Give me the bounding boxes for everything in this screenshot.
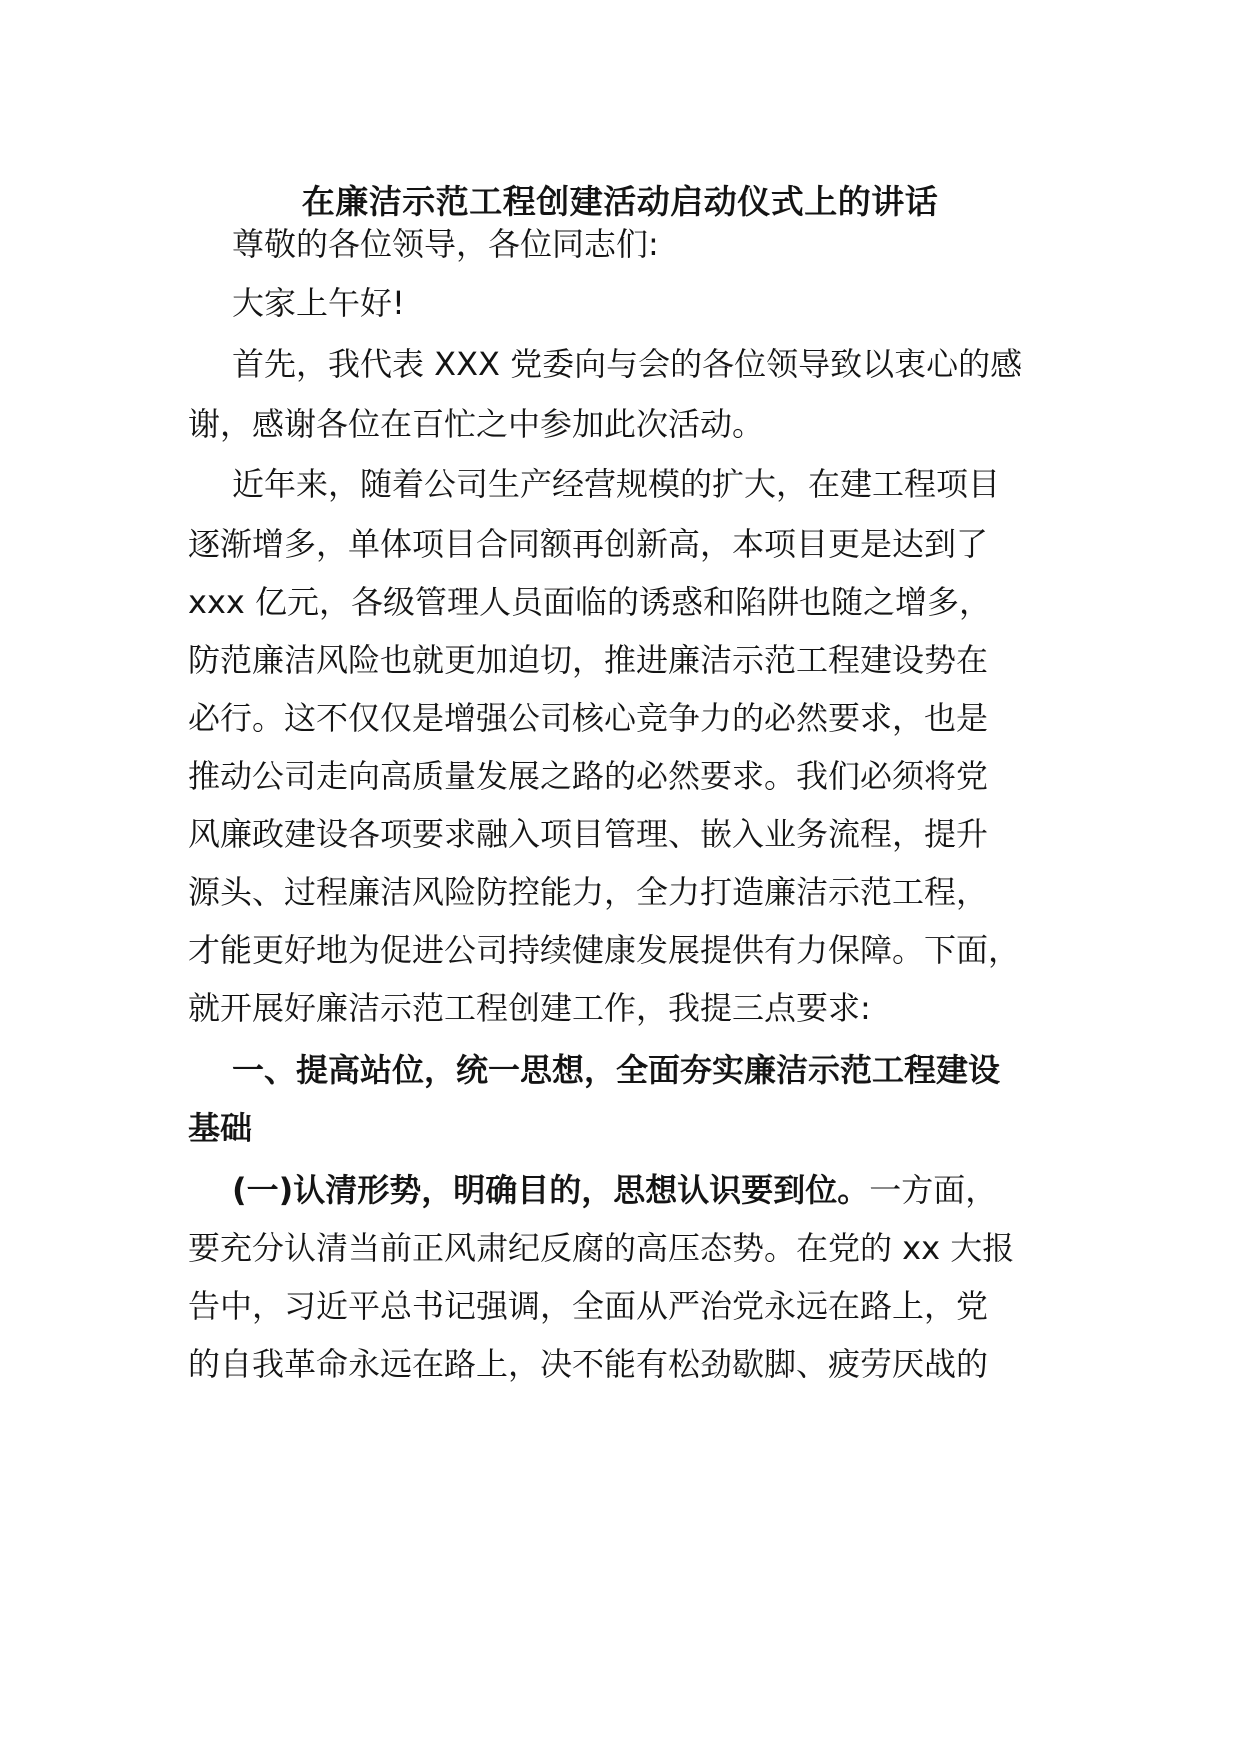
section-heading: 一、提高站位，统一思想，全面夯实廉洁示范工程建设 [232, 1051, 1001, 1089]
section-heading: 基础 [188, 1109, 253, 1147]
subheading-rest: 一方面， [869, 1171, 998, 1209]
subheading-line [232, 1170, 997, 1210]
paragraph-line: 的自我革命永远在路上，决不能有松劲歇脚、疲劳厌战的 [188, 1345, 989, 1383]
paragraph-line: 源头、过程廉洁风险防控能力，全力打造廉洁示范工程， [188, 873, 989, 911]
paragraph-line: 谢，感谢各位在百忙之中参加此次活动。 [188, 405, 765, 443]
paragraph-line: 逐渐增多，单体项目合同额再创新高，本项目更是达到了 [188, 525, 989, 563]
paragraph-line: 推动公司走向高质量发展之路的必然要求。我们必须将党 [188, 757, 989, 795]
paragraph-line: 近年来，随着公司生产经营规模的扩大，在建工程项目 [232, 465, 1001, 503]
paragraph-line: 就开展好廉洁示范工程创建工作，我提三点要求: [188, 989, 871, 1027]
document-title: 在廉洁示范工程创建活动启动仪式上的讲话 [301, 182, 939, 221]
paragraph-line: 首先，我代表 XXX 党委向与会的各位领导致以衷心的感 [232, 345, 1023, 383]
paragraph-line: 才能更好地为促进公司持续健康发展提供有力保障。下面， [188, 931, 1021, 969]
paragraph-line: 必行。这不仅仅是增强公司核心竞争力的必然要求，也是 [188, 699, 989, 737]
paragraph-line: xxx 亿元，各级管理人员面临的诱惑和陷阱也随之增多， [188, 583, 991, 621]
salutation: 尊敬的各位领导，各位同志们: [232, 225, 659, 263]
paragraph-line: 防范廉洁风险也就更加迫切，推进廉洁示范工程建设势在 [188, 641, 989, 679]
subheading-bold: (一)认清形势，明确目的，思想认识要到位。 [232, 1171, 870, 1209]
greeting: 大家上午好! [232, 284, 405, 322]
paragraph-line: 告中，习近平总书记强调，全面从严治党永远在路上，党 [188, 1287, 989, 1325]
paragraph-line: 风廉政建设各项要求融入项目管理、嵌入业务流程，提升 [188, 815, 989, 853]
paragraph-line: 要充分认清当前正风肃纪反腐的高压态势。在党的 xx 大报 [188, 1229, 1015, 1267]
